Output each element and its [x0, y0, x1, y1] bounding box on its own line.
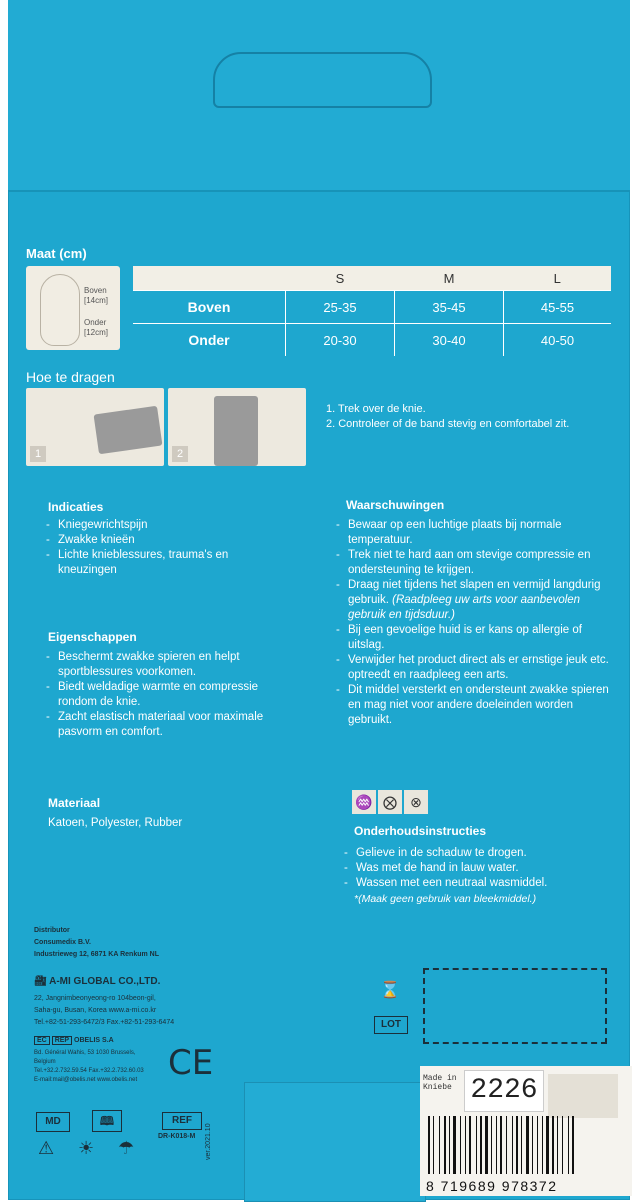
- barcode-bar: [532, 1116, 533, 1174]
- waarschuwingen-title: Waarschuwingen: [346, 498, 445, 512]
- size-cell: 30-40: [395, 324, 504, 357]
- barcode-bar: [431, 1116, 432, 1174]
- barcode-bar: [493, 1116, 495, 1174]
- distributor-address: Industrieweg 12, 6871 KA Renkum NL: [34, 951, 159, 958]
- size-row-label: Onder: [133, 324, 286, 357]
- size-row-label: Boven: [133, 291, 286, 324]
- distributor-label: Distributor: [34, 927, 70, 934]
- list-item: - Lichte knieblessures, trauma's en kneuzingen: [44, 548, 274, 578]
- waarschuwingen-list: [334, 518, 618, 728]
- product-text: Kniebe: [423, 1083, 452, 1092]
- ean-number: 8 719689 978372: [426, 1178, 558, 1194]
- size-col-blank: [133, 266, 286, 291]
- howto-step-1: 1. Trek over de knie.: [326, 403, 426, 415]
- made-in-text: [423, 1074, 457, 1092]
- warning-note: (Raadpleeg uw arts voor aanbevolen gebruik en tijdsduur.): [348, 594, 581, 621]
- list-item: - Gelieve in de schaduw te drogen.: [342, 846, 612, 861]
- barcode-bar: [562, 1116, 563, 1174]
- onderhoud-note: *(Maak geen gebruik van bleekmiddel.): [354, 893, 537, 905]
- size-col-l: L: [504, 266, 612, 291]
- howto-num-1: 1: [30, 446, 46, 462]
- onderhoud-list: [342, 846, 612, 891]
- size-col-m: M: [395, 266, 504, 291]
- bottom-flap: [244, 1082, 426, 1202]
- list-item: - Biedt weldadige warmte en compressie rondom de knie.: [44, 680, 294, 710]
- barcode-bar: [508, 1116, 511, 1174]
- barcode-bar: [449, 1116, 450, 1174]
- size-cell: 25-35: [286, 291, 395, 324]
- manufacturer-name: A-MI GLOBAL CO.,LTD.: [49, 976, 161, 987]
- barcode-bar: [503, 1116, 505, 1174]
- ec-rep-row: [34, 1036, 114, 1046]
- care-icons: [352, 790, 430, 814]
- list-item: - Wassen met een neutraal wasmiddel.: [342, 876, 612, 891]
- barcode-bar: [537, 1116, 538, 1174]
- barcode-bar: [489, 1116, 490, 1174]
- list-item: - Bewaar op een luchtige plaats bij normale temperatuur.: [334, 518, 618, 548]
- size-row-boven: [133, 291, 611, 324]
- rep-badge: REP: [52, 1036, 72, 1045]
- barcode-bar: [491, 1116, 492, 1174]
- indicaties-list: [44, 518, 274, 578]
- barcode-bar: [485, 1116, 488, 1174]
- knee-band-worn-icon: [214, 396, 258, 466]
- list-item: [334, 578, 618, 623]
- warning-text: Draag niet tijdens het slapen en vermijd langdurig gebruik.: [348, 579, 601, 606]
- barcode-bar: [451, 1116, 452, 1174]
- barcode-bar: [498, 1116, 499, 1174]
- materiaal-text: Katoen, Polyester, Rubber: [48, 817, 183, 829]
- ce-mark: CE: [168, 1043, 214, 1083]
- size-cell: 20-30: [286, 324, 395, 357]
- lot-print-area: [423, 968, 607, 1044]
- size-row-onder: [133, 324, 611, 357]
- barcode-bar: [457, 1116, 459, 1174]
- ec-badge: EC: [34, 1036, 50, 1045]
- fig-label-onder: Onder: [84, 318, 107, 327]
- indicaties-title: Indicaties: [48, 500, 104, 514]
- barcode-bar: [453, 1116, 456, 1174]
- barcode-bar: [539, 1116, 541, 1174]
- materiaal-title: Materiaal: [48, 796, 101, 810]
- barcode-bar: [439, 1116, 440, 1174]
- list-item: - Kniegewrichtspijn: [44, 518, 274, 533]
- version-text: ver.2021.10: [205, 1123, 212, 1160]
- ec-rep-name: OBELIS S.A: [74, 1037, 114, 1044]
- knee-band-icon: [94, 406, 163, 455]
- howto-num-2: 2: [172, 446, 188, 462]
- barcode-bar: [550, 1116, 551, 1174]
- ref-code: DR-K018-M: [158, 1133, 196, 1140]
- list-item: - Verwijder het product direct als er ernstige jeuk etc. optreedt en raadpleeg een arts.: [334, 653, 618, 683]
- barcode-bar: [500, 1116, 502, 1174]
- handwritten-number: 2226: [464, 1070, 544, 1112]
- eigenschappen-list: [44, 650, 294, 740]
- knee-size-figure: [26, 266, 120, 350]
- howto-step-2: 2. Controleer of de band stevig en comfortabel zit.: [326, 418, 570, 430]
- fig-label-onder-cm: [12cm]: [84, 328, 109, 337]
- barcode-bar: [460, 1116, 461, 1174]
- list-item: - Trek niet te hard aan om stevige compressie en ondersteuning te krijgen.: [334, 548, 618, 578]
- barcode-bar: [467, 1116, 468, 1174]
- barcode-bar: [542, 1116, 543, 1174]
- barcode-bar: [521, 1116, 522, 1174]
- howto-steps: [326, 402, 616, 432]
- barcode-bar: [552, 1116, 554, 1174]
- barcode-bar: [472, 1116, 475, 1174]
- ec-rep-line-1: Bd. Général Wahis, 53 1030 Brussels,: [34, 1050, 136, 1056]
- no-bleach-icon: ⨂: [378, 790, 402, 814]
- keep-dry-icon: ☂: [118, 1138, 135, 1158]
- manufacturer-line-3: Tel.+82-51-293-6472/3 Fax.+82-51-293-6474: [34, 1019, 175, 1026]
- barcode-bar: [483, 1116, 484, 1174]
- barcode-bar: [557, 1116, 558, 1174]
- barcode-bar: [465, 1116, 466, 1174]
- fig-label-boven: Boven: [84, 286, 107, 295]
- ref-symbol: REF: [162, 1112, 202, 1130]
- list-item: - Zwakke knieën: [44, 533, 274, 548]
- barcode-bar: [559, 1116, 561, 1174]
- list-item: - Zacht elastisch materiaal voor maximale pasvorm en comfort.: [44, 710, 294, 740]
- size-table: [133, 266, 611, 356]
- no-tumble-dry-icon: ⊗: [404, 790, 428, 814]
- distributor-name: Consumedix B.V.: [34, 939, 91, 946]
- list-item: - Dit middel versterkt en ondersteunt zwakke spieren en mag niet voor andere doeleinden worden gebruikt.: [334, 683, 618, 728]
- barcode-bar: [514, 1116, 515, 1174]
- hourglass-icon: ⌛: [380, 982, 400, 999]
- made-in: Made in: [423, 1074, 457, 1083]
- caution-icon: ⚠: [38, 1138, 55, 1158]
- barcode-bar: [433, 1116, 434, 1174]
- barcode-bar: [447, 1116, 448, 1174]
- barcode-bar: [568, 1116, 569, 1174]
- list-item: - Beschermt zwakke spieren en helpt sportblessures voorkomen.: [44, 650, 294, 680]
- barcode-bar: [516, 1116, 518, 1174]
- barcode-label: [420, 1066, 632, 1196]
- barcode-bar: [462, 1116, 464, 1174]
- list-item: - Was met de hand in lauw water.: [342, 861, 612, 876]
- size-col-s: S: [286, 266, 395, 291]
- md-symbol: MD: [36, 1112, 70, 1132]
- barcode-bar: [564, 1116, 567, 1174]
- ifu-book-icon: 🕮︎: [92, 1110, 122, 1132]
- barcode-bar: [526, 1116, 529, 1174]
- manufacturer-line-2: Saha-gu, Busan, Korea www.a-mi.co.kr: [34, 1007, 157, 1014]
- barcode-bar: [519, 1116, 520, 1174]
- barcode-bar: [435, 1116, 438, 1174]
- barcode-bar: [441, 1116, 443, 1174]
- manufacturer-line-1: 22, Jangnimbeonyeong-ro 104beon-gil,: [34, 995, 156, 1002]
- barcode-bar: [534, 1116, 536, 1174]
- fig-label-boven-cm: [14cm]: [84, 296, 109, 305]
- lot-symbol: LOT: [374, 1016, 408, 1034]
- barcode-bar: [546, 1116, 549, 1174]
- ec-rep-line-4: E-mail:mail@obelis.net www.obelis.net: [34, 1077, 138, 1083]
- size-cell: 40-50: [504, 324, 612, 357]
- onderhoud-title: Onderhoudsinstructies: [354, 824, 487, 838]
- list-item: - Bij een gevoelige huid is er kans op allergie of uitslag.: [334, 623, 618, 653]
- size-cell: 45-55: [504, 291, 612, 324]
- barcode-bar: [572, 1116, 574, 1174]
- ec-rep-line-3: Tel.+32.2.732.59.54 Fax.+32.2.732.60.03: [34, 1068, 144, 1074]
- leg-outline-icon: [40, 274, 80, 346]
- ec-rep-line-2: Belgium: [34, 1059, 56, 1065]
- barcode-bar: [570, 1116, 571, 1174]
- manufacturer-logo: 🏭︎ A-MI GLOBAL CO.,LTD.: [34, 976, 161, 987]
- barcode-bar: [476, 1116, 477, 1174]
- barcode-bar: [530, 1116, 531, 1174]
- barcode-bar: [444, 1116, 446, 1174]
- hand-wash-icon: ♒: [352, 790, 376, 814]
- barcode-bar: [523, 1116, 525, 1174]
- barcode-bar: [544, 1116, 545, 1174]
- eigenschappen-title: Eigenschappen: [48, 630, 137, 644]
- barcode-bar: [555, 1116, 556, 1174]
- barcode-bar: [506, 1116, 507, 1174]
- barcode-bar: [478, 1116, 479, 1174]
- barcode-bar: [480, 1116, 482, 1174]
- top-flap: [8, 0, 630, 192]
- barcode-bar: [428, 1116, 430, 1174]
- howto-title: Hoe te dragen: [26, 369, 115, 385]
- package-back: [8, 0, 630, 1200]
- howto-image-1: [26, 388, 164, 466]
- size-title: Maat (cm): [26, 246, 87, 261]
- barcode-bar: [512, 1116, 513, 1174]
- hang-hole: [213, 52, 432, 108]
- size-cell: 35-45: [395, 291, 504, 324]
- barcode-bar: [469, 1116, 471, 1174]
- barcode: [428, 1116, 624, 1174]
- keep-away-from-sunlight-icon: ☀: [78, 1138, 95, 1158]
- sticker-patch: [548, 1074, 618, 1118]
- howto-image-2: [168, 388, 306, 466]
- size-table-header: [133, 266, 611, 291]
- barcode-bar: [496, 1116, 497, 1174]
